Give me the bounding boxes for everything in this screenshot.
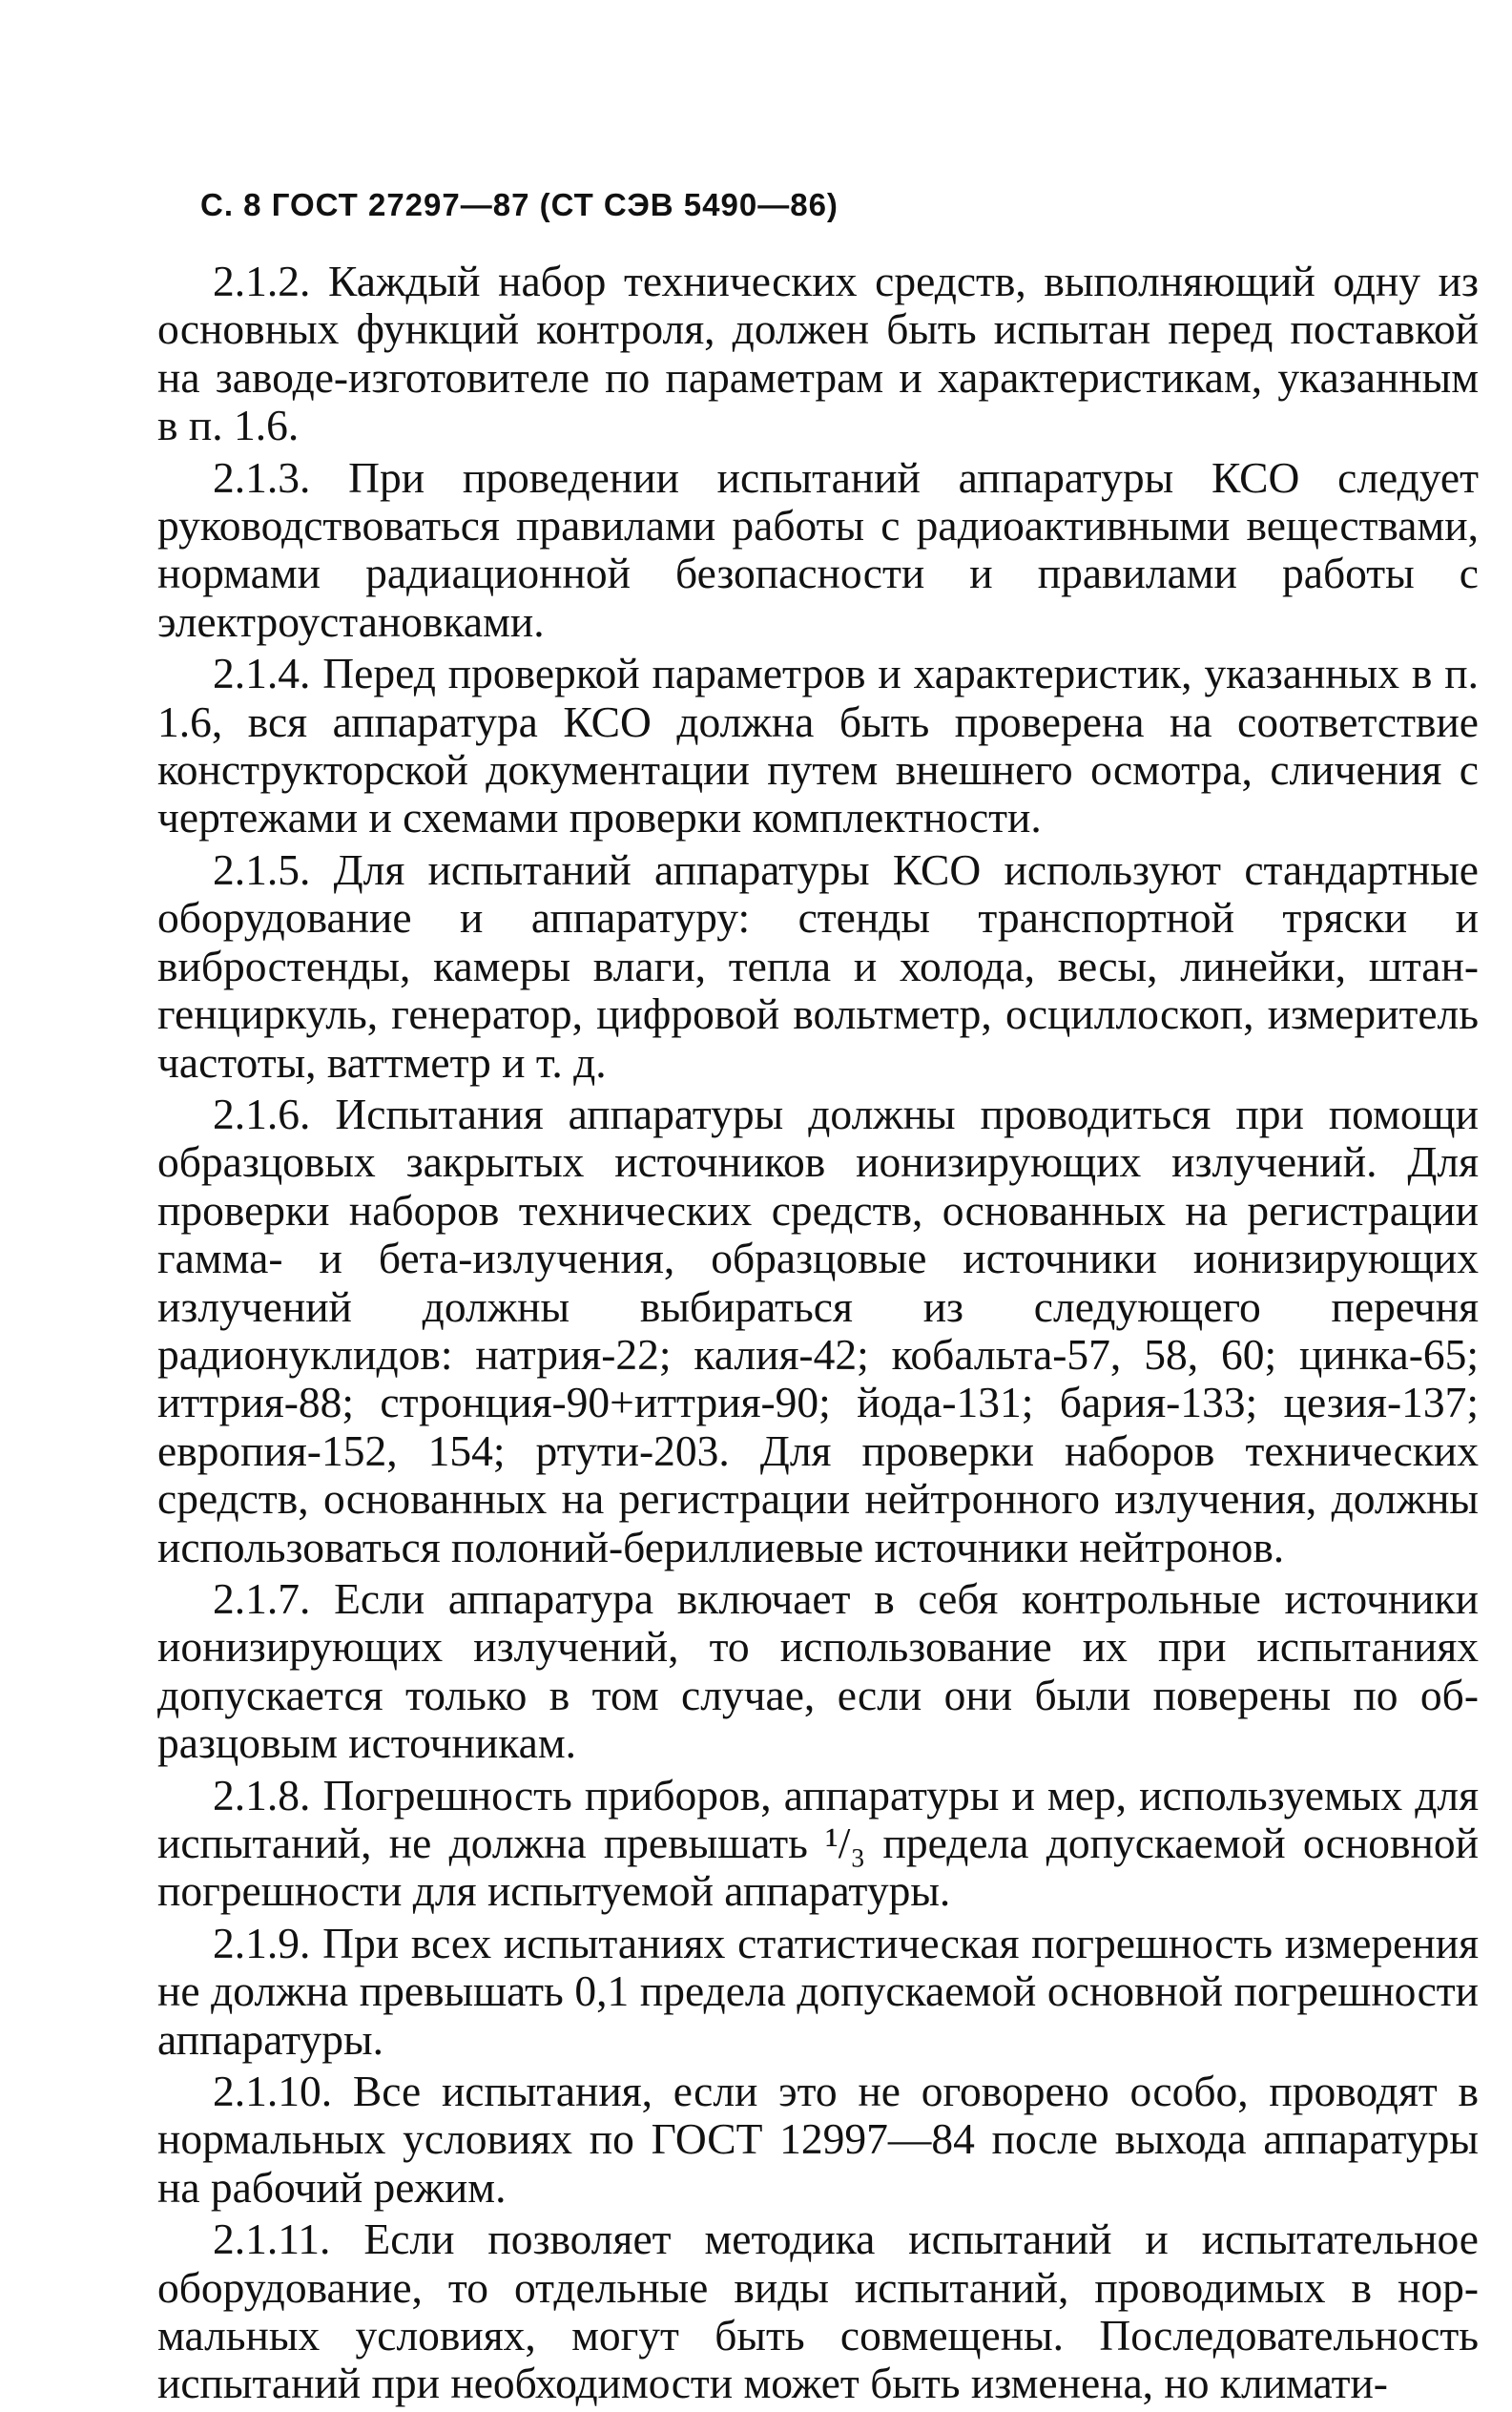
paragraph-2-1-4 [157, 650, 1479, 842]
paragraph-number: 2.1.3. [213, 452, 311, 502]
paragraph-2-1-10 [157, 2068, 1479, 2212]
paragraph-text: Если аппаратура включает в себя контрольные источники ионизирующих излучений, то использование их при испытаниях допускается только в том случае, если они были поверены по образцовым источникам. [157, 1573, 1479, 1768]
paragraph-text: При всех испытаниях статистическая погрешность измерения не должна превышать 0,1 предела допускаемой основной погрешности аппаратуры. [157, 1918, 1479, 2064]
paragraph-number: 2.1.10. [213, 2067, 333, 2116]
paragraph-2-1-2 [157, 258, 1479, 450]
paragraph-2-1-5 [157, 846, 1479, 1087]
paragraph-2-1-9 [157, 1920, 1479, 2064]
paragraph-text: Испытания аппаратуры должны проводиться при помощи образцовых закрытых источников ионизирующих излучений. Для проверки наборов технических средств, основанных на регистрации гамма- и бета-излучения, образцовые источники ионизирующих излучений должны выбираться из следующего перечня радионуклидов: натрия-22; калия-42; кобальта-57, 58, 60; цинка-65; иттрия-88; стронция-90+иттрия-90; йода-131; бария-133; цезия-137; европия-152, 154; ртути-203. Для проверки наборов технических средств, основанных на регистрации нейтронного излучения, должны использоваться полоний-бериллиевые источники нейтронов. [157, 1089, 1479, 1571]
document-body [157, 258, 1479, 2412]
paragraph-text: Если позволяет методика испытаний и испытательное оборудование, то отдельные виды испытаний, проводимых в нормальных условиях, могут быть совмещены. Последовательность испытаний при необходимости может быть изменена, но климати- [157, 2214, 1480, 2408]
paragraph-text: Для испытаний аппаратуры КСО используют стандартные оборудование и аппаратуру: стенды транспортной тряски и вибростенды, камеры влаги, тепла и холода, весы, линейки, штангенциркуль, генератор, цифровой вольтметр, осциллоскоп, измеритель частоты, ваттметр и т. д. [157, 844, 1479, 1087]
paragraph-2-1-6 [157, 1091, 1479, 1571]
paragraph-text: Каждый набор технических средств, выполняющий одну из основных функций контроля, должен быть испытан перед поставкой на заводе-изготовителе по параметрам и характеристикам, указанным в п. 1.6. [157, 257, 1480, 450]
paragraph-number: 2.1.4. [213, 649, 311, 698]
paragraph-number: 2.1.6. [213, 1089, 311, 1138]
paragraph-2-1-3 [157, 454, 1479, 647]
paragraph-number: 2.1.11. [213, 2214, 331, 2264]
page-header: С. 8 ГОСТ 27297—87 (СТ СЭВ 5490—86) [200, 187, 839, 222]
paragraph-number: 2.1.5. [213, 844, 311, 894]
paragraph-2-1-11 [157, 2215, 1479, 2408]
paragraph-2-1-8 [157, 1772, 1479, 1916]
paragraph-number: 2.1.9. [213, 1918, 311, 1967]
paragraph-2-1-7 [157, 1575, 1479, 1768]
paragraph-text: Все испытания, если это не оговорено особо, проводят в нормальных условиях по ГОСТ 12997—84 после выхода аппаратуры на рабочий режим. [157, 2067, 1480, 2212]
paragraph-number: 2.1.2. [213, 257, 311, 305]
paragraph-text: Погрешность приборов, аппаратуры и мер, используемых для испытаний, не должна превышать ¹/₃ предела допускаемой основной погрешности для испытуемой аппаратуры. [157, 1770, 1479, 1916]
paragraph-text: При проведении испытаний аппаратуры КСО следует руководствоваться правилами работы с радиоактивными веществами, нормами радиационной безопасности и правилами работы с электроустановками. [157, 452, 1479, 646]
paragraph-text: Перед проверкой параметров и характеристик, указанных в п. 1.6, вся аппаратура КСО должна быть проверена на соответствие конструкторской документации путем внешнего осмотра, сличения с чертежами и схемами проверки комплектности. [157, 649, 1480, 842]
paragraph-number: 2.1.8. [213, 1770, 311, 1819]
paragraph-number: 2.1.7. [213, 1573, 311, 1623]
